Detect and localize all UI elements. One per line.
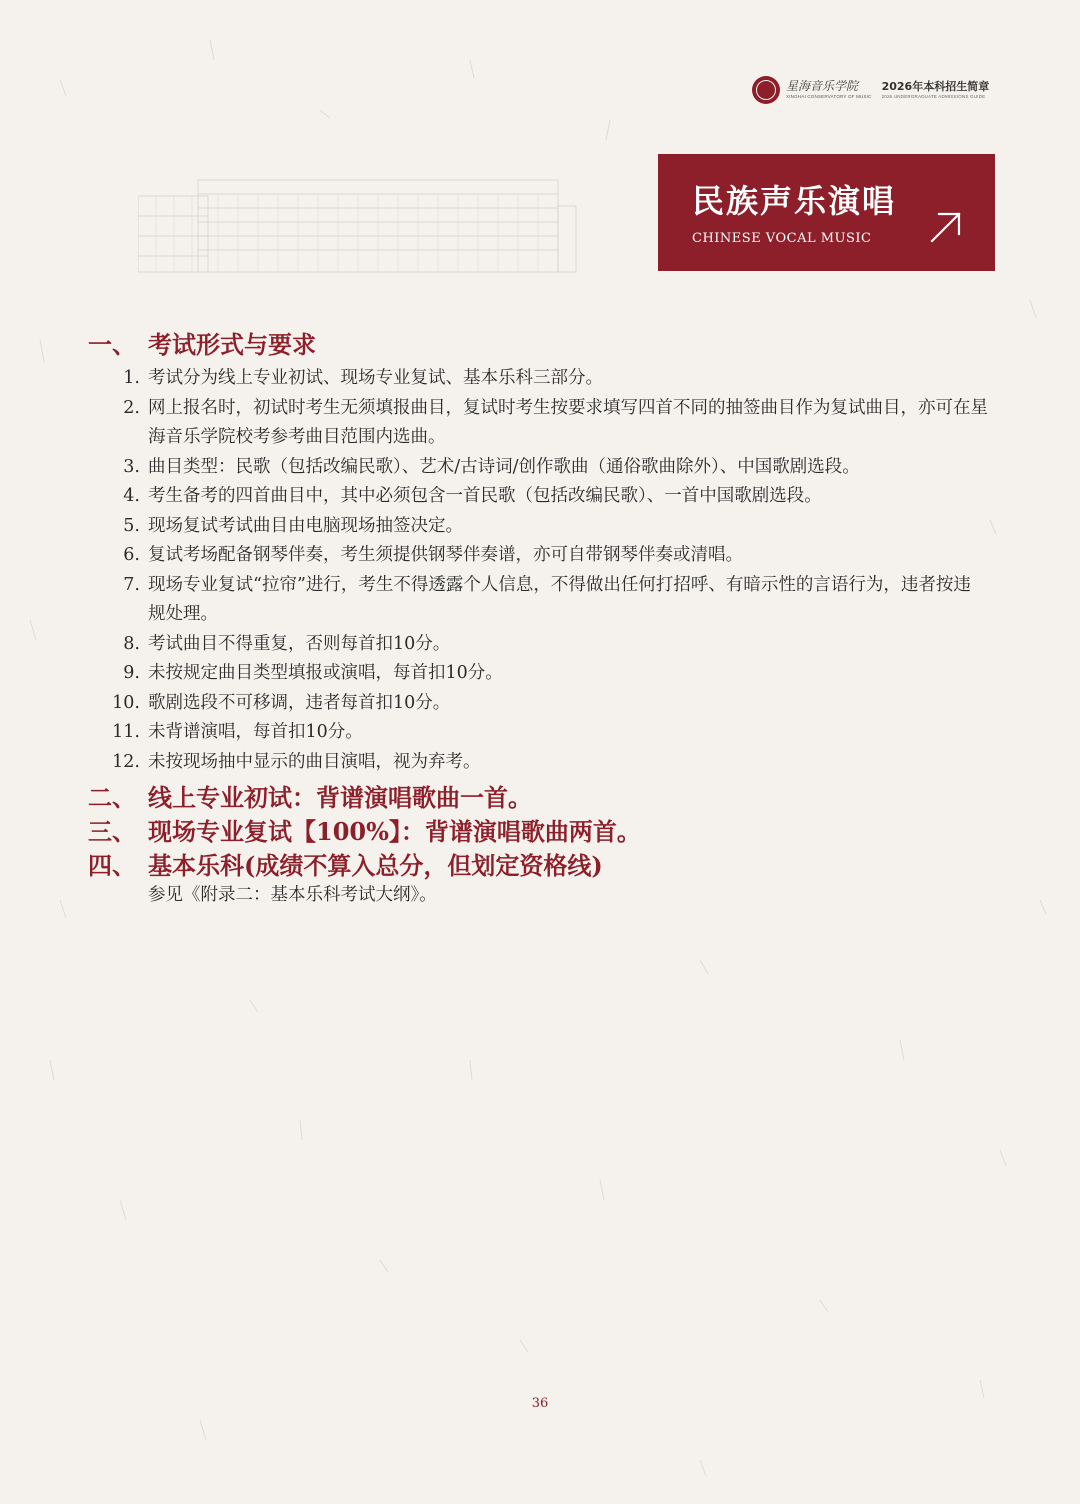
item-text: 未按现场抽中显示的曲目演唱，视为弃考。 bbox=[148, 751, 481, 772]
section-heading bbox=[88, 783, 988, 813]
section-number: 三、 bbox=[88, 817, 136, 846]
list-item bbox=[88, 541, 988, 571]
list-item bbox=[88, 571, 988, 630]
guide-title-en: 2026 UNDERGRADUATE ADMISSIONS GUIDE bbox=[881, 93, 986, 99]
guide-title-cn: 2026年本科招生简章 bbox=[881, 79, 990, 93]
title-cn: 民族声乐演唱 bbox=[692, 182, 897, 220]
section-heading bbox=[88, 851, 988, 881]
item-text: 考试曲目不得重复，否则每首扣10分。 bbox=[148, 633, 451, 654]
item-number: 8. bbox=[123, 633, 140, 654]
item-number: 9. bbox=[123, 663, 140, 683]
arrow-up-right-icon bbox=[928, 209, 964, 245]
item-number: 7. bbox=[123, 574, 140, 595]
document-body bbox=[88, 330, 988, 910]
section-title: 基本乐科(成绩不算入总分，但划定资格线) bbox=[148, 851, 603, 880]
list-item bbox=[88, 689, 988, 719]
list-item bbox=[88, 394, 988, 453]
section-title-box bbox=[658, 154, 995, 271]
item-text: 未背谱演唱，每首扣10分。 bbox=[148, 722, 363, 742]
section-number: 四、 bbox=[88, 851, 136, 880]
page-number: 36 bbox=[531, 1396, 549, 1411]
section-title: 现场专业复试【100%】：背谱演唱歌曲两首。 bbox=[148, 817, 641, 846]
school-name bbox=[786, 80, 872, 100]
section-number: 二、 bbox=[88, 783, 136, 812]
section-heading bbox=[88, 817, 988, 847]
list-item bbox=[88, 453, 988, 483]
list-item bbox=[88, 630, 988, 660]
item-text: 曲目类型：民歌（包括改编民歌）、艺术/古诗词/创作歌曲（通俗歌曲除外）、中国歌剧选段。 bbox=[148, 456, 860, 477]
section-title: 线上专业初试：背谱演唱歌曲一首。 bbox=[148, 783, 532, 812]
item-number: 2. bbox=[123, 397, 140, 418]
item-number: 5. bbox=[123, 515, 140, 536]
section-title: 考试形式与要求 bbox=[148, 330, 316, 359]
list-item bbox=[88, 364, 988, 394]
school-name-en: XINGHAI CONSERVATORY OF MUSIC bbox=[786, 94, 872, 100]
item-number: 1. bbox=[123, 368, 140, 388]
guide-title bbox=[882, 81, 990, 100]
item-text: 复试考场配备钢琴伴奏，考生须提供钢琴伴奏谱，亦可自带钢琴伴奏或清唱。 bbox=[148, 545, 743, 565]
section-number: 一、 bbox=[88, 330, 136, 359]
building-sketch-icon bbox=[138, 176, 578, 276]
list-item bbox=[88, 482, 988, 512]
list-item bbox=[88, 718, 988, 748]
list-item bbox=[88, 512, 988, 542]
item-text: 现场复试考试曲目由电脑现场抽签决定。 bbox=[148, 515, 463, 536]
list-item bbox=[88, 748, 988, 778]
school-seal-icon bbox=[752, 76, 780, 104]
item-number: 3. bbox=[123, 456, 140, 477]
section-heading bbox=[88, 330, 988, 360]
item-number: 4. bbox=[123, 486, 140, 506]
item-number: 12. bbox=[112, 751, 140, 772]
document-header bbox=[752, 74, 1012, 106]
title-en: CHINESE VOCAL MUSIC bbox=[692, 231, 872, 246]
requirements-list bbox=[88, 364, 988, 777]
section-note: 参见《附录二：基本乐科考试大纲》。 bbox=[148, 885, 437, 905]
item-text: 考生备考的四首曲目中，其中必须包含一首民歌（包括改编民歌）、一首中国歌剧选段。 bbox=[148, 486, 822, 506]
item-text: 网上报名时，初试时考生无须填报曲目，复试时考生按要求填写四首不同的抽签曲目作为复试曲目，亦可在星海音乐学院校考参考曲目范围内选曲。 bbox=[148, 397, 988, 447]
item-text: 未按规定曲目类型填报或演唱，每首扣10分。 bbox=[148, 663, 503, 683]
item-number: 11. bbox=[112, 722, 140, 742]
item-number: 10. bbox=[112, 692, 140, 713]
item-text: 歌剧选段不可移调，违者每首扣10分。 bbox=[148, 692, 451, 713]
item-number: 6. bbox=[123, 545, 140, 565]
item-text: 考试分为线上专业初试、现场专业复试、基本乐科三部分。 bbox=[148, 368, 603, 388]
item-text: 现场专业复试“拉帘”进行，考生不得透露个人信息，不得做出任何打招呼、有暗示性的言语行为，违者按违规处理。 bbox=[148, 574, 971, 624]
list-item bbox=[88, 659, 988, 689]
school-name-cn: 星海音乐学院 bbox=[786, 79, 859, 94]
